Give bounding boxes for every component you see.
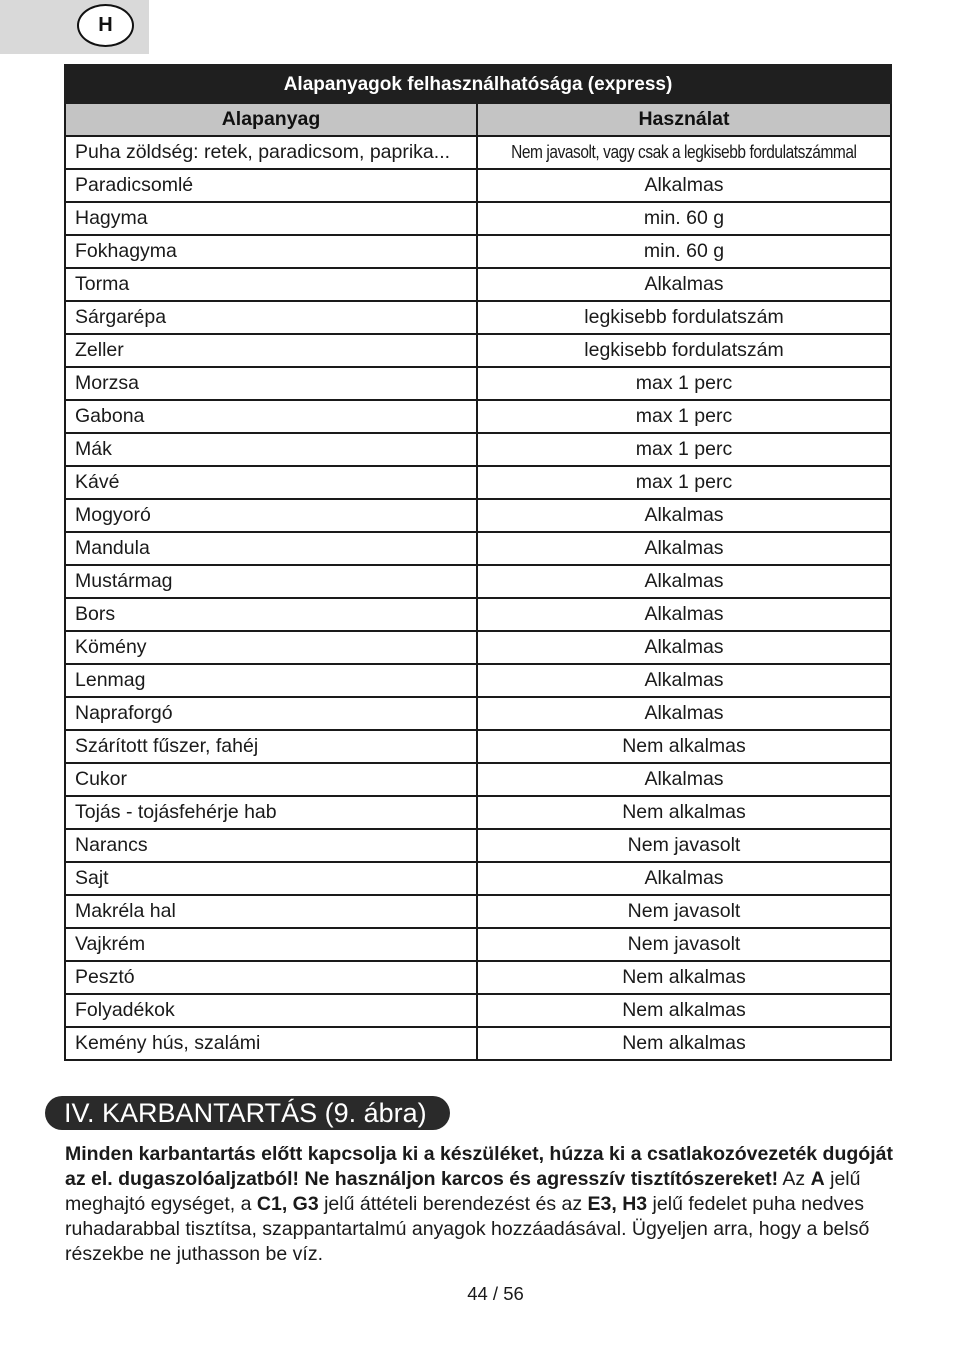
- table-row: [65, 367, 891, 400]
- usage-cell: Nem javasolt: [477, 829, 891, 862]
- usage-cell: Alkalmas: [477, 268, 891, 301]
- table-row: [65, 664, 891, 697]
- usage-cell: Alkalmas: [477, 532, 891, 565]
- ingredient-cell: Vajkrém: [65, 928, 477, 961]
- table-row: [65, 598, 891, 631]
- usage-cell: Alkalmas: [477, 499, 891, 532]
- usage-cell: Nem javasolt: [477, 895, 891, 928]
- language-tab: [0, 0, 149, 54]
- ingredient-cell: Folyadékok: [65, 994, 477, 1027]
- usage-cell: Alkalmas: [477, 697, 891, 730]
- ingredient-cell: Zeller: [65, 334, 477, 367]
- ingredient-cell: Napraforgó: [65, 697, 477, 730]
- language-badge: H: [77, 4, 134, 47]
- ingredient-cell: Mandula: [65, 532, 477, 565]
- usage-cell: Alkalmas: [477, 169, 891, 202]
- usage-cell: Alkalmas: [477, 664, 891, 697]
- usage-cell: Alkalmas: [477, 598, 891, 631]
- text-segment: jelű meghajtó egységet, a: [65, 1168, 861, 1215]
- ingredient-cell: Mogyoró: [65, 499, 477, 532]
- usage-cell: min. 60 g: [477, 202, 891, 235]
- table-row: [65, 499, 891, 532]
- text-segment: Az: [778, 1168, 811, 1190]
- ingredient-cell: Fokhagyma: [65, 235, 477, 268]
- usage-cell: Alkalmas: [477, 631, 891, 664]
- table-row: [65, 928, 891, 961]
- usage-cell: Nem javasolt: [477, 928, 891, 961]
- table-row: [65, 169, 891, 202]
- page-number: 44 / 56: [467, 1283, 524, 1304]
- part-label-c1-g3: C1, G3: [256, 1193, 319, 1215]
- ingredient-cell: Lenmag: [65, 664, 477, 697]
- table-row: [65, 268, 891, 301]
- table-row: [65, 400, 891, 433]
- usage-cell: min. 60 g: [477, 235, 891, 268]
- usage-cell: max 1 perc: [477, 433, 891, 466]
- usage-cell: Alkalmas: [477, 565, 891, 598]
- ingredient-cell: Cukor: [65, 763, 477, 796]
- usage-cell: max 1 perc: [477, 466, 891, 499]
- table-row: [65, 202, 891, 235]
- column-header-ingredient: Alapanyag: [65, 103, 477, 136]
- usage-cell: max 1 perc: [477, 400, 891, 433]
- column-header-usage: Használat: [477, 103, 891, 136]
- table-row: [65, 532, 891, 565]
- table-row: [65, 334, 891, 367]
- ingredient-cell: Hagyma: [65, 202, 477, 235]
- ingredient-cell: Sárgarépa: [65, 301, 477, 334]
- ingredient-cell: Paradicsomlé: [65, 169, 477, 202]
- table-row: [65, 235, 891, 268]
- usage-cell: max 1 perc: [477, 367, 891, 400]
- usage-cell: Alkalmas: [477, 763, 891, 796]
- table-row: [65, 565, 891, 598]
- ingredient-cell: Bors: [65, 598, 477, 631]
- usage-cell: Nem alkalmas: [477, 1027, 891, 1060]
- ingredient-cell: Torma: [65, 268, 477, 301]
- table-body: [65, 136, 891, 1060]
- ingredient-cell: Morzsa: [65, 367, 477, 400]
- usage-cell: Nem alkalmas: [477, 994, 891, 1027]
- ingredient-cell: Gabona: [65, 400, 477, 433]
- table-row: [65, 994, 891, 1027]
- ingredient-cell: Szárított fűszer, fahéj: [65, 730, 477, 763]
- ingredient-cell: Puha zöldség: retek, paradicsom, paprika...: [65, 136, 477, 169]
- ingredient-cell: Kemény hús, szalámi: [65, 1027, 477, 1060]
- table-row: [65, 796, 891, 829]
- table-title: Alapanyagok felhasználhatósága (express): [65, 65, 891, 103]
- table-row: [65, 829, 891, 862]
- table-row: [65, 136, 891, 169]
- ingredient-cell: Mustármag: [65, 565, 477, 598]
- table-row: [65, 763, 891, 796]
- usage-cell: legkisebb fordulatszám: [477, 301, 891, 334]
- ingredient-cell: Narancs: [65, 829, 477, 862]
- table-row: [65, 961, 891, 994]
- maintenance-paragraph: [65, 1142, 895, 1267]
- table-row: [65, 730, 891, 763]
- ingredients-table: [64, 64, 892, 1061]
- ingredient-cell: Pesztó: [65, 961, 477, 994]
- ingredient-cell: Makréla hal: [65, 895, 477, 928]
- usage-cell: Nem alkalmas: [477, 961, 891, 994]
- ingredient-cell: Mák: [65, 433, 477, 466]
- usage-cell: [477, 136, 891, 169]
- usage-cell: Nem alkalmas: [477, 730, 891, 763]
- warning-text: Minden karbantartás előtt kapcsolja ki a készüléket, húzza ki a csatlakozóvezeték dugóját az el. dugaszolóaljzatból! Ne használjon karcos és agresszív tisztítószereket!: [65, 1143, 893, 1190]
- part-label-a: A: [810, 1168, 825, 1190]
- table-header-row: [65, 103, 891, 136]
- table-row: [65, 631, 891, 664]
- section-heading: IV. KARBANTARTÁS (9. ábra): [45, 1096, 450, 1130]
- table-row: [65, 697, 891, 730]
- usage-cell: Nem alkalmas: [477, 796, 891, 829]
- table-row: [65, 862, 891, 895]
- table-title-row: [65, 65, 891, 103]
- table-row: [65, 301, 891, 334]
- ingredient-cell: Sajt: [65, 862, 477, 895]
- ingredient-cell: Kávé: [65, 466, 477, 499]
- ingredient-cell: Tojás - tojásfehérje hab: [65, 796, 477, 829]
- text-segment: jelű fedelet puha nedves ruhadarabbal tisztítsa, szappantartalmú anyagok hozzáadásával. Ügyeljen arra, hogy a belső részekbe ne juthasson be víz.: [65, 1193, 870, 1265]
- part-label-e3-h3: E3, H3: [587, 1193, 648, 1215]
- table-row: [65, 1027, 891, 1060]
- table-row: [65, 895, 891, 928]
- text-segment: jelű áttételi berendezést és az: [318, 1193, 588, 1215]
- table-row: [65, 466, 891, 499]
- usage-cell: Alkalmas: [477, 862, 891, 895]
- ingredient-cell: Kömény: [65, 631, 477, 664]
- table-row: [65, 433, 891, 466]
- usage-text: Nem javasolt, vagy csak a legkisebb fordulatszámmal: [511, 142, 857, 162]
- usage-cell: legkisebb fordulatszám: [477, 334, 891, 367]
